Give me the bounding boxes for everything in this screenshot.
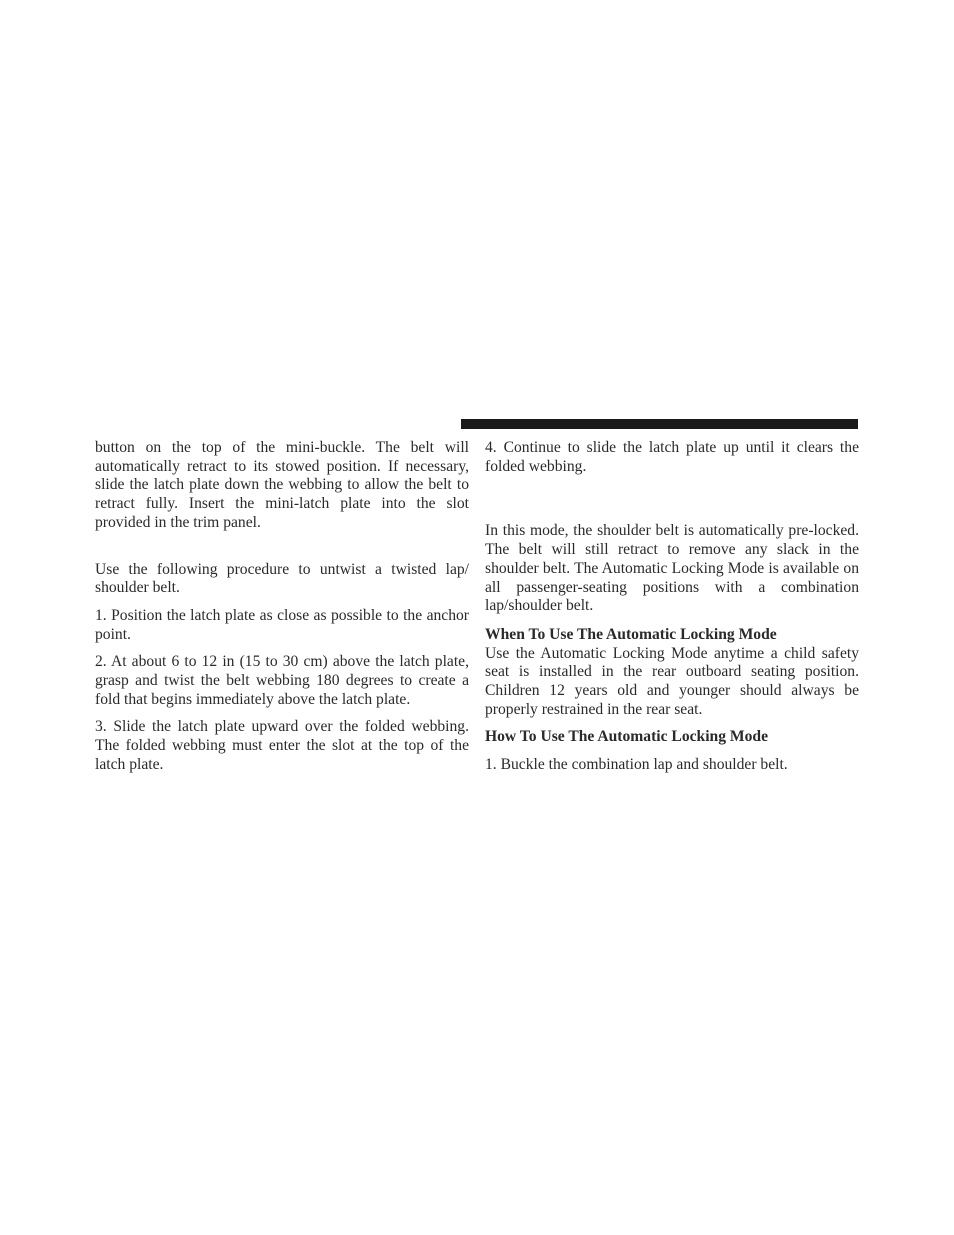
untwist-step-4: 4. Continue to slide the latch plate up until it clears the folded webbing. — [485, 439, 859, 475]
paragraph-locking-mode: In this mode, the shoulder belt is automatically pre-locked. The belt will still retract to remove any slack in the shoulder belt. The Automatic Locking Mode is available on all passenger-seating positions with a combination lap/shoulder belt. — [485, 522, 859, 615]
left-column — [95, 439, 469, 775]
heading-how-to-use: How To Use The Automatic Locking Mode — [485, 728, 769, 746]
paragraph-when-to-use: Use the Automatic Locking Mode anytime a child safety seat is installed in the rear outboard seating position. Children 12 years old and younger should always be properly restrained in the rear seat. — [485, 644, 859, 718]
paragraph-stow-belt: button on the top of the mini-buckle. The belt will automatically retract to its stowed position. If necessary, slide the latch plate down the webbing to allow the belt to retract fully. Insert the mini-latch plate into the slot provided in the trim panel. — [95, 439, 469, 531]
untwist-step-1: 1. Position the latch plate as close as possible to the anchor point. — [95, 606, 469, 643]
paragraph-untwist-intro: Use the following procedure to untwist a twisted lap/ shoulder belt. — [95, 560, 469, 597]
right-column — [485, 439, 859, 775]
untwist-step-3: 3. Slide the latch plate upward over the folded webbing. The folded webbing must enter the slot at the top of the latch plate. — [95, 718, 469, 773]
heading-when-to-use: When To Use The Automatic Locking Mode — [485, 625, 777, 643]
how-to-use-step-1: 1. Buckle the combination lap and shoulder belt. — [485, 756, 788, 774]
untwist-step-2: 2. At about 6 to 12 in (15 to 30 cm) above the latch plate, grasp and twist the belt webbing 180 degrees to create a fold that begins immediately above the latch plate. — [95, 653, 469, 708]
section-header-bar — [461, 419, 858, 429]
